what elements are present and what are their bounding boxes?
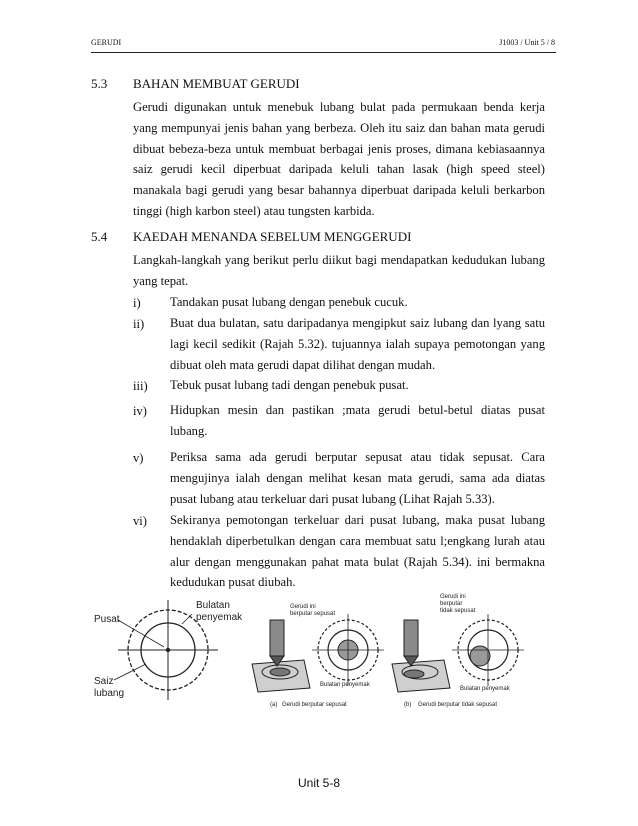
center-punch-mark	[166, 648, 170, 652]
list-item-number: iv)	[133, 404, 147, 418]
figure-label: Pusat	[94, 614, 120, 625]
header-left: GERUDI	[91, 38, 122, 47]
figure-label: tidak sepusat	[440, 608, 476, 614]
section-number: 5.3	[91, 76, 108, 91]
off-center-cut	[470, 646, 490, 666]
diagram-concentric	[252, 604, 384, 708]
figure-label: Saiz	[94, 676, 114, 687]
cut-mark	[404, 670, 424, 678]
list-item-text: Tebuk pusat lubang tadi dengan penebuk pusat.	[170, 378, 409, 392]
section-title: KAEDAH MENANDA SEBELUM MENGGERUDI	[133, 229, 412, 244]
header-right: J1003 / Unit 5 / 8	[499, 38, 555, 47]
list-item-number: iii)	[133, 379, 148, 393]
list-item-number: ii)	[133, 317, 145, 331]
section-number: 5.4	[91, 229, 108, 244]
leader-line	[114, 664, 146, 680]
drilling-figure	[92, 592, 548, 718]
page-footer: Unit 5-8	[297, 776, 341, 790]
figure-caption: Gerudi berputar sepusat	[282, 702, 347, 708]
list-item-text: Sekiranya pemotongan terkeluar dari pusat lubang, maka pusat lubang hendaklah diperbetulkan dengan cara membuat satu l;engkang lurah atau alur dengan menggunakan pahat mata bulat (Rajah 5.34). ini bermakna kedudukan pusat diubah.	[170, 513, 545, 590]
figure-label: Bulatan penyemak	[320, 682, 370, 688]
figure-label: berputar sepusat	[290, 611, 336, 617]
drill-bit	[404, 620, 418, 656]
figure-label: (a)	[270, 702, 278, 708]
figure-caption: Gerudi berputar tidak sepusat	[418, 702, 498, 708]
figure-label: Bulatan penyemak	[460, 686, 510, 692]
list-item-text: Tandakan pusat lubang dengan penebuk cucuk.	[170, 295, 408, 309]
header-divider	[91, 52, 556, 53]
list-item-text: Hidupkan mesin dan pastikan ;mata gerudi betul-betul diatas pusat lubang.	[170, 403, 545, 438]
list-item-text: Periksa sama ada gerudi berputar sepusat atau tidak sepusat. Cara mengujinya ialah dengan melihat kesan mata gerudi, sama ada diatas pusat lubang atau terkeluar dari pusat lubang (Lihat Rajah 5.33).	[170, 450, 545, 506]
cut-mark	[270, 668, 290, 676]
figure-label: Gerudi ini	[440, 594, 466, 600]
diagram-eccentric	[392, 594, 524, 708]
leader-line	[118, 620, 164, 647]
list-item-number: i)	[133, 296, 141, 310]
list-item-number: v)	[133, 451, 144, 465]
marking-diagram	[94, 600, 243, 700]
section-paragraph: Langkah-langkah yang berikut perlu diikut bagi mendapatkan kedudukan lubang yang tepat.	[133, 253, 545, 288]
drill-bit	[270, 620, 284, 656]
figure-label: berputar	[440, 601, 463, 607]
figure-label: penyemak	[196, 612, 243, 623]
figure-label: Bulatan	[196, 600, 230, 611]
list-item-text: Buat dua bulatan, satu daripadanya mengipkut saiz lubang dan lyang satu lagi kecil sedikit (Rajah 5.32). tujuannya ialah supaya pemotongan yang dibuat oleh mata gerudi dapat dilihat dengan mudah.	[170, 316, 545, 372]
list-item-number: vi)	[133, 514, 147, 528]
figure-label: (b)	[404, 702, 412, 708]
section-paragraph: Gerudi digunakan untuk menebuk lubang bulat pada permukaan benda kerja yang mempunyai jenis bahan yang berbeza. Oleh itu saiz dan bahan mata gerudi dibuat bebeza-beza untuk membuat berbagai jenis proses, dimana kebiasaannya saiz gerudi kecil diperbuat daripada keluli tahan lasak (high speed steel) manakala bagi gerudi yang besar bahannya diperbuat daripada keluli berkarbon tinggi (high karbon steel) atau tungsten karbida.	[133, 100, 545, 218]
figure-label: Gerudi ini	[290, 604, 316, 610]
leader-line	[182, 614, 192, 624]
figure-label: lubang	[94, 688, 125, 699]
section-title: BAHAN MEMBUAT GERUDI	[133, 76, 300, 91]
